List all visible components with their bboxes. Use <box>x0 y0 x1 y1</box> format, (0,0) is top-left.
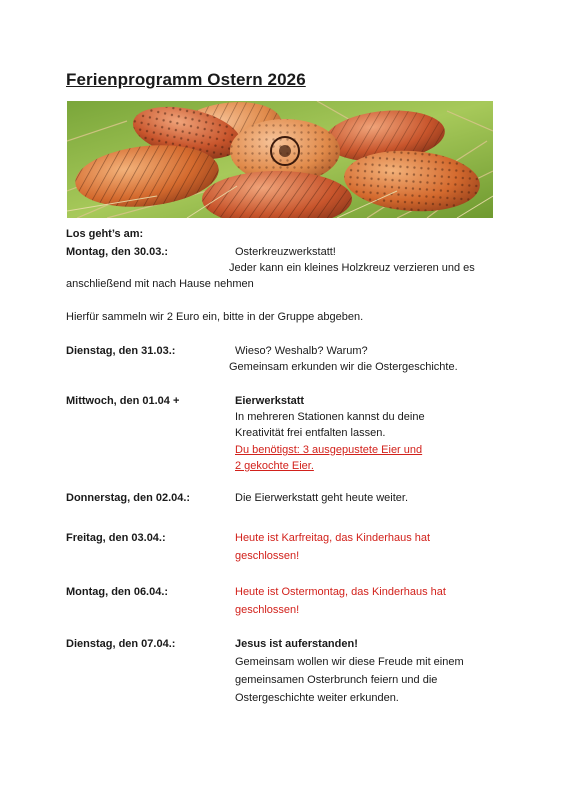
entry-heading: Osterkreuzwerkstatt! <box>235 246 336 258</box>
entry-text: Gemeinsam wollen wir diese Freude mit einem <box>235 656 464 668</box>
entry-text: In mehreren Stationen kannst du deine <box>235 411 425 423</box>
intro-label: Los geht’s am: <box>66 228 144 240</box>
easter-eggs-photo <box>67 101 493 218</box>
entry-text: Gemeinsam erkunden wir die Ostergeschichte. <box>229 361 458 373</box>
entry-text: Ostergeschichte weiter erkunden. <box>235 692 399 704</box>
entry-highlight: geschlossen! <box>235 550 300 562</box>
entry-highlight: Heute ist Karfreitag, das Kinderhaus hat <box>235 532 431 544</box>
entry-date: Montag, den 30.03.: <box>66 246 169 258</box>
entry-heading: Jesus ist auferstanden! <box>235 638 358 650</box>
entry-heading: Wieso? Weshalb? Warum? <box>235 345 368 357</box>
entry-text: gemeinsamen Osterbrunch feiern und die <box>235 674 438 686</box>
entry-highlight: geschlossen! <box>235 604 300 616</box>
entry-text: Die Eierwerkstatt geht heute weiter. <box>235 492 409 504</box>
entry-date: Freitag, den 03.04.: <box>66 532 166 544</box>
entry-highlight: Heute ist Ostermontag, das Kinderhaus hat <box>235 586 446 598</box>
page-title: Ferienprogramm Ostern 2026 <box>66 70 306 89</box>
entry-date: Donnerstag, den 02.04.: <box>66 492 191 504</box>
entry-heading: Eierwerkstatt <box>235 395 305 407</box>
entry-text: Kreativität frei entfalten lassen. <box>235 427 386 439</box>
entry-highlight: 2 gekochte Eier. <box>235 460 314 472</box>
entry-text: Jeder kann ein kleines Holzkreuz verzieren und es <box>229 262 475 274</box>
entry-date: Mittwoch, den 01.04 + <box>66 395 180 407</box>
entry-date: Montag, den 06.04.: <box>66 586 169 598</box>
entry-text: anschließend mit nach Hause nehmen <box>66 278 254 290</box>
entry-highlight: Du benötigst: 3 ausgepustete Eier und <box>235 444 423 456</box>
entry-date: Dienstag, den 31.03.: <box>66 345 176 357</box>
entry-date: Dienstag, den 07.04.: <box>66 638 176 650</box>
entry-note: Hierfür sammeln wir 2 Euro ein, bitte in der Gruppe abgeben. <box>66 311 364 323</box>
